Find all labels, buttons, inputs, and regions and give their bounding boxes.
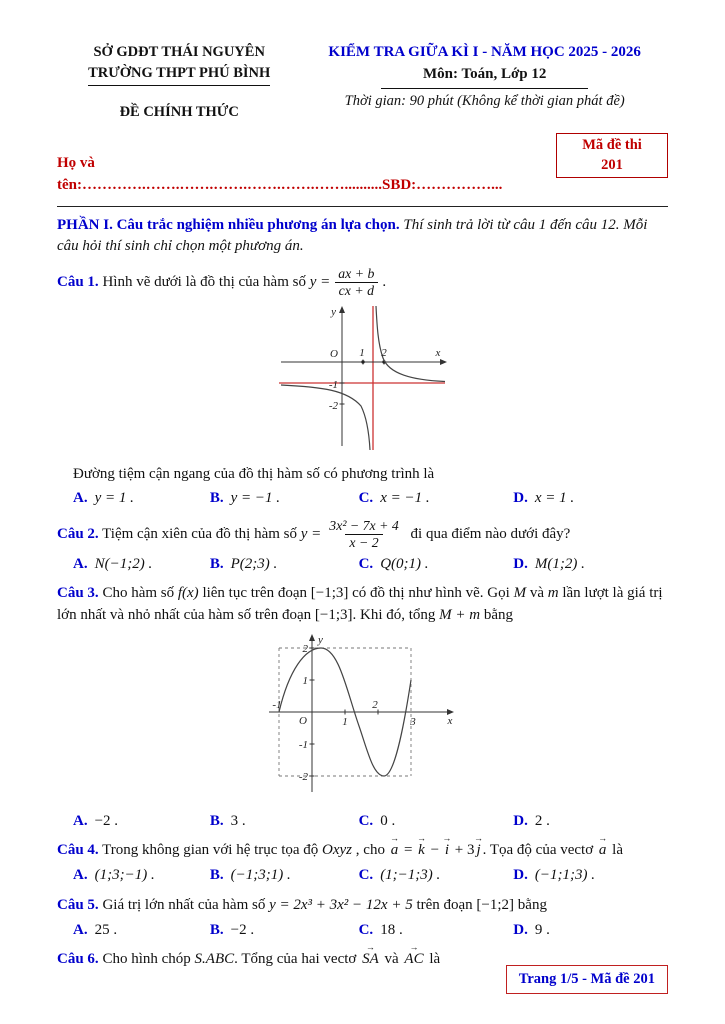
tick-2: 2	[380, 346, 387, 359]
q1-fraction-numerator: ax + b	[338, 266, 375, 282]
question-1-options	[57, 488, 668, 510]
q5-option-c: C. 18 .	[358, 921, 403, 938]
hyperbola-graph	[277, 304, 449, 454]
question-1-graph	[57, 304, 668, 462]
curve-right-branch	[376, 306, 445, 382]
y-axis-arrow	[339, 306, 345, 313]
question-5-label: Câu 5.	[57, 896, 99, 913]
question-5: Câu 5. Giá trị lớn nhất của hàm số y = 2x³ + 3x² − 12x + 5 trên đoạn [−1;2] bằng	[57, 896, 547, 913]
question-6-label: Câu 6.	[57, 951, 99, 968]
tick-minus2: -2	[328, 399, 338, 412]
xtick-minus1: -1	[271, 698, 282, 711]
exam-code-box	[556, 133, 668, 178]
exam-title: KIỂM TRA GIỮA KÌ I - NĂM HỌC 2025 - 2026	[328, 44, 641, 60]
q1-option-d: D. x = 1 .	[513, 490, 575, 507]
question-1-label: Câu 1.	[57, 273, 99, 290]
q3-M-plus-m: M + m	[439, 607, 481, 624]
question-6: Câu 6. Cho hình chóp S.ABC. Tổng của hai vectơ → SA và → AC là	[57, 949, 668, 971]
tick-minus2: -2	[298, 770, 308, 783]
q3-option-d: D. 2 .	[513, 812, 550, 829]
q2-option-b: B. P(2;3) .	[209, 555, 278, 572]
question-1-stem: Hình vẽ dưới là đồ thị của hàm số	[102, 273, 306, 290]
q5-formula: y = 2x³ + 3x² − 12x + 5	[269, 896, 413, 913]
q1-formula-lead: y =	[309, 273, 331, 290]
q3-option-a: A. −2 .	[73, 812, 119, 829]
xtick-2: 2	[371, 698, 378, 711]
q1-option-a: A. y = 1 .	[73, 490, 134, 507]
question-2-stem: Tiệm cận xiên của đồ thị hàm số	[102, 525, 298, 542]
q5-option-b: B. −2 .	[209, 921, 255, 938]
q6-sabc: S.ABC	[194, 951, 235, 968]
question-1	[57, 266, 668, 299]
origin-label: O	[298, 714, 307, 727]
q2-option-c: C. Q(0;1) .	[358, 555, 429, 572]
q2-fraction-denominator: x − 2	[345, 534, 382, 551]
vector-a-2: → a	[597, 840, 609, 862]
tick-minus1: -1	[328, 378, 338, 391]
q1-option-b: B. y = −1 .	[209, 490, 281, 507]
q3-fx: f(x)	[177, 585, 199, 602]
exam-code-value: 201	[601, 156, 623, 173]
question-3: Câu 3. Cho hàm số f(x) liên tục trên đoạn [−1;3] có đồ thị như hình vẽ. Gọi M và m lần lượt là giá trị lớn nhất và nhỏ nhất của hàm số trên đoạn [−1;3]. Khi đó, tổng M + m bằng	[57, 585, 663, 624]
q5-option-d: D. 9 .	[513, 921, 550, 938]
vector-i: → i	[443, 840, 451, 862]
question-5-options	[57, 920, 668, 942]
y-axis-label: y	[330, 305, 336, 318]
candidate-info-row	[57, 137, 668, 197]
q1-fraction	[334, 266, 378, 299]
name-sbd-line: Họ và tên:………….…….…….…….…….…….……..........SBD:……………...	[57, 155, 503, 193]
header-right	[301, 42, 668, 123]
q3-option-c: C. 0 .	[358, 812, 396, 829]
q1-stem-end: .	[382, 273, 387, 290]
question-4: Câu 4. Trong không gian với hệ trục tọa độ Oxyz , cho → a = → k − → i + 3 → j . Tọa độ của vectơ → a là	[57, 840, 668, 862]
header-divider	[57, 206, 668, 207]
part1-title-line	[57, 215, 668, 259]
y-axis-label: y	[317, 633, 323, 646]
origin-label: O	[329, 347, 338, 360]
q4-option-a: A. (1;3;−1) .	[73, 867, 155, 884]
question-1-prompt: Đường tiệm cận ngang của đồ thị hàm số có phương trình là	[73, 465, 435, 482]
q2-fraction	[325, 518, 403, 551]
vector-SA: → SA	[360, 949, 381, 971]
tick-1: 1	[302, 674, 308, 687]
q2-formula-lead: y =	[300, 525, 322, 542]
exam-header	[57, 42, 668, 123]
q2-fraction-numerator: 3x² − 7x + 4	[329, 518, 399, 534]
question-4-label: Câu 4.	[57, 842, 99, 859]
q1-fraction-denominator: cx + d	[335, 282, 378, 299]
curve-left-branch	[281, 385, 370, 450]
question-2	[57, 518, 668, 551]
q2-stem-end: đi qua điểm nào dưới đây?	[410, 525, 571, 542]
vector-a: → a	[389, 840, 401, 862]
question-2-label: Câu 2.	[57, 525, 99, 542]
school-name: TRƯỜNG THPT PHÚ BÌNH	[88, 63, 270, 86]
exam-code-label: Mã đề thi	[582, 137, 642, 154]
q1-option-c: C. x = −1 .	[358, 490, 430, 507]
tick-minus1: -1	[298, 738, 308, 751]
question-4-options	[57, 865, 668, 887]
official-exam-label: ĐỀ CHÍNH THỨC	[119, 104, 239, 121]
page-footer-box	[506, 965, 668, 994]
function-graph	[267, 632, 459, 800]
q4-option-d: D. (−1;1;3) .	[513, 867, 595, 884]
question-3-options	[57, 811, 668, 833]
q5-option-a: A. 25 .	[73, 921, 118, 938]
q4-option-b: B. (−1;3;1) .	[209, 867, 291, 884]
department-name: SỞ GDĐT THÁI NGUYÊN	[93, 44, 265, 60]
question-2-options	[57, 554, 668, 576]
x-axis-label: x	[435, 346, 440, 359]
q2-option-d: D. M(1;2) .	[513, 555, 585, 572]
header-left	[57, 42, 301, 123]
vector-j: → j	[474, 840, 482, 862]
part1-instructions: Thí sinh trả lời từ câu 1 đến câu 12. Mỗi câu hỏi thí sinh chỉ chọn một phương án.	[57, 216, 648, 255]
vector-AC: → AC	[402, 949, 425, 971]
x-axis-label: x	[447, 714, 452, 727]
question-3-label: Câu 3.	[57, 585, 99, 602]
q3-option-b: B. 3 .	[209, 812, 246, 829]
part1-title: PHẦN I. Câu trắc nghiệm nhiều phương án lựa chọn.	[57, 216, 400, 233]
tick-2: 2	[302, 642, 308, 655]
y-axis-arrow	[309, 634, 315, 641]
exam-duration: Thời gian: 90 phút (Không kể thời gian phát đề)	[344, 92, 625, 109]
xtick-1: 1	[341, 715, 348, 728]
exam-subject: Môn: Toán, Lớp 12	[381, 64, 588, 89]
tick-1: 1	[358, 346, 365, 359]
x-axis-arrow	[440, 359, 447, 365]
q2-option-a: A. N(−1;2) .	[73, 555, 153, 572]
question-3-graph	[57, 632, 668, 808]
q4-oxyz: Oxyz	[322, 842, 353, 859]
page-info: Trang 1/5 - Mã đề 201	[518, 970, 655, 987]
vector-k: → k	[416, 840, 427, 862]
xtick-3: 3	[409, 715, 416, 728]
q4-option-c: C. (1;−1;3) .	[358, 867, 441, 884]
